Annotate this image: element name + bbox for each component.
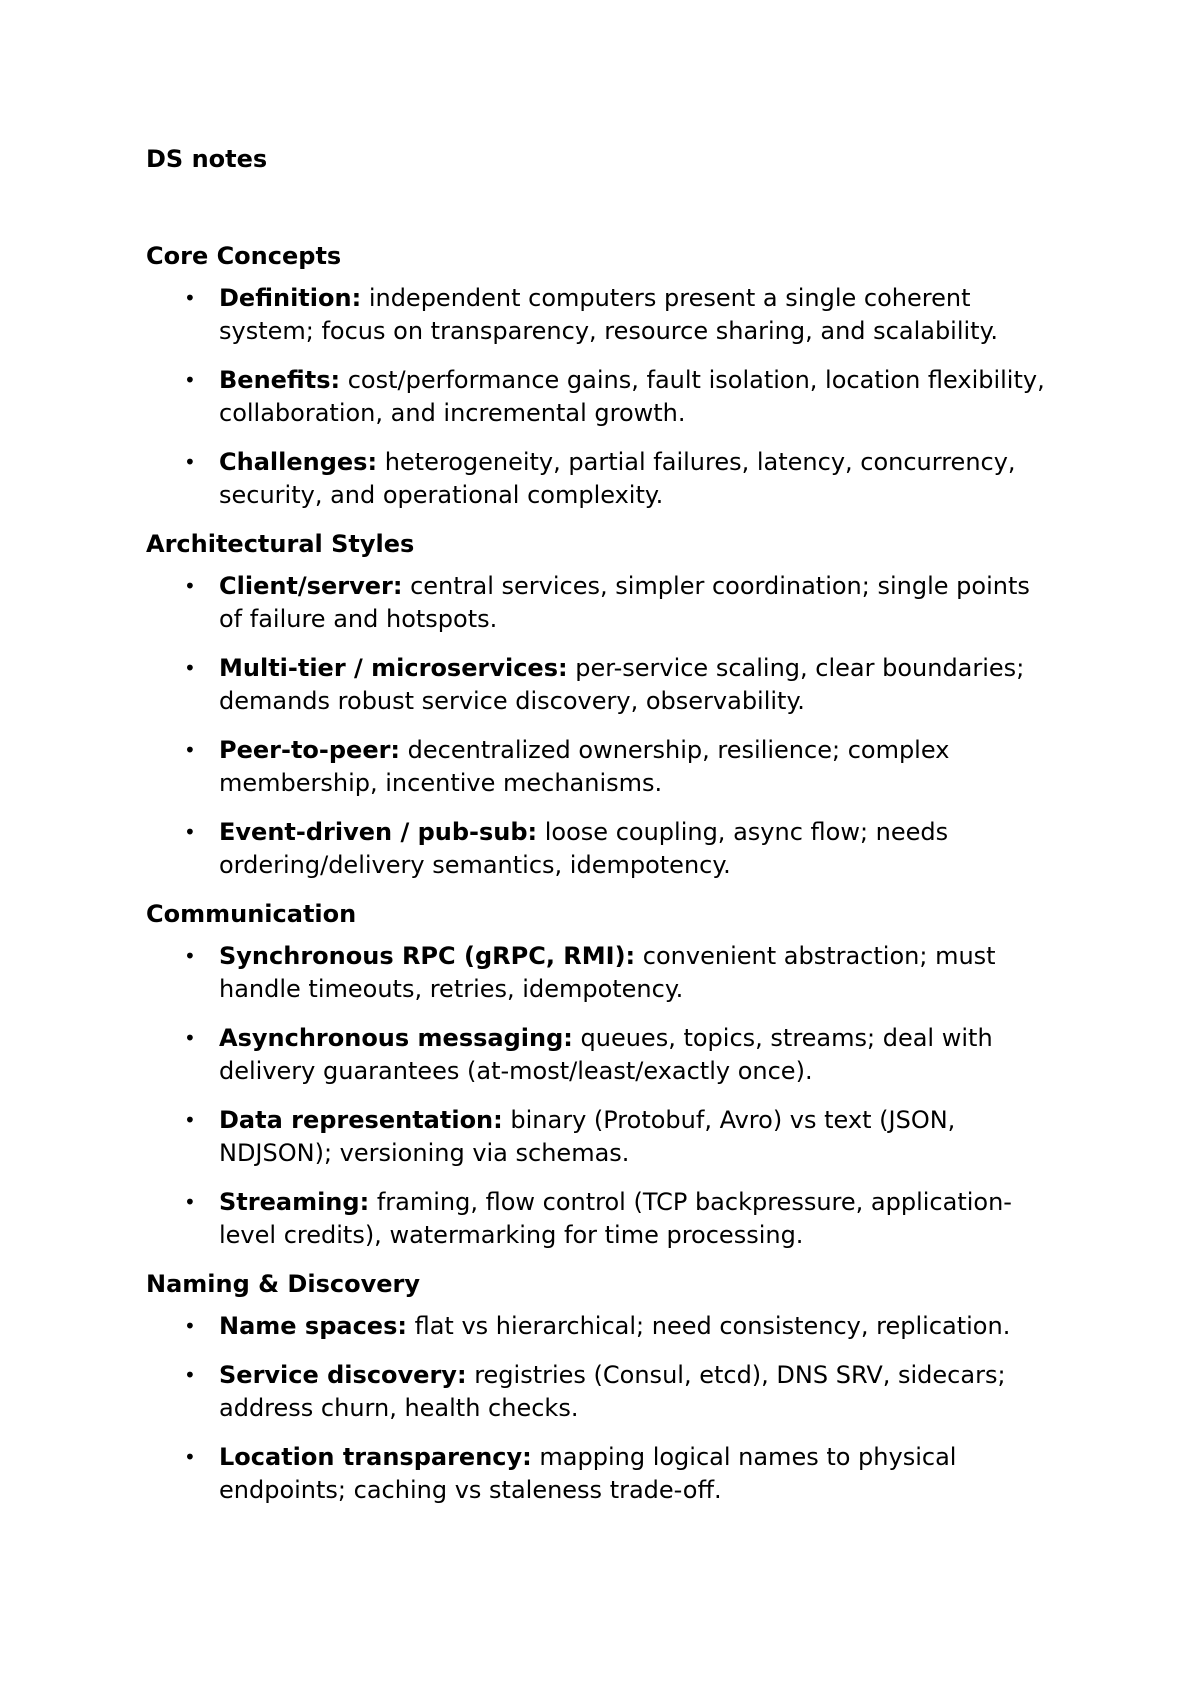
item-term: Asynchronous messaging: — [219, 1024, 573, 1052]
bullet-icon: • — [184, 574, 196, 598]
bullet-icon: • — [184, 1363, 196, 1387]
bullet-list — [146, 1310, 1086, 1507]
item-text: framing, flow control (TCP backpressure, application-level credits), watermarking for time processing. — [219, 1188, 1012, 1249]
bullet-icon: • — [184, 1445, 196, 1469]
item-text: decentralized ownership, resilience; complex membership, incentive mechanisms. — [219, 736, 950, 797]
item-text: binary (Protobuf, Avro) vs text (JSON, NDJSON); versioning via schemas. — [219, 1106, 956, 1167]
item-term: Event-driven / pub-sub: — [219, 818, 538, 846]
list-item — [146, 816, 1049, 882]
list-item — [146, 1186, 1049, 1252]
list-item — [146, 652, 1049, 718]
bullet-icon: • — [184, 738, 196, 762]
item-text: heterogeneity, partial failures, latency, concurrency, security, and operational complexity. — [219, 448, 1016, 509]
item-text: independent computers present a single coherent system; focus on transparency, resource sharing, and scalability. — [219, 284, 999, 345]
document-body — [146, 240, 1086, 1523]
item-term: Data representation: — [219, 1106, 503, 1134]
list-item — [146, 940, 1049, 1006]
list-item — [146, 1441, 1049, 1507]
item-term: Client/server: — [219, 572, 403, 600]
list-item — [146, 446, 1049, 512]
bullet-icon: • — [184, 656, 196, 680]
item-term: Peer-to-peer: — [219, 736, 401, 764]
list-item — [146, 364, 1049, 430]
item-term: Location transparency: — [219, 1443, 532, 1471]
item-text: cost/performance gains, fault isolation, location flexibility, collaboration, and incremental growth. — [219, 366, 1045, 427]
item-text: flat vs hierarchical; need consistency, replication. — [414, 1312, 1011, 1340]
item-term: Name spaces: — [219, 1312, 407, 1340]
bullet-icon: • — [184, 368, 196, 392]
item-text: queues, topics, streams; deal with delivery guarantees (at-most/least/exactly once). — [219, 1024, 993, 1085]
section-heading-naming-discovery: Naming & Discovery — [146, 1270, 420, 1298]
bullet-icon: • — [184, 1314, 196, 1338]
item-text: registries (Consul, etcd), DNS SRV, sidecars; address churn, health checks. — [219, 1361, 1006, 1422]
bullet-icon: • — [184, 944, 196, 968]
item-term: Multi-tier / microservices: — [219, 654, 568, 682]
list-item — [146, 1310, 1049, 1343]
list-item — [146, 1022, 1049, 1088]
list-item — [146, 282, 1049, 348]
bullet-list — [146, 940, 1086, 1252]
item-term: Challenges: — [219, 448, 378, 476]
item-term: Service discovery: — [219, 1361, 467, 1389]
section-heading-communication: Communication — [146, 900, 357, 928]
list-item — [146, 1359, 1049, 1425]
item-text: central services, simpler coordination; single points of failure and hotspots. — [219, 572, 1030, 633]
item-term: Synchronous RPC (gRPC, RMI): — [219, 942, 636, 970]
bullet-icon: • — [184, 1190, 196, 1214]
document-title: DS notes — [146, 145, 268, 173]
bullet-icon: • — [184, 1108, 196, 1132]
item-text: mapping logical names to physical endpoints; caching vs staleness trade-off. — [219, 1443, 957, 1504]
bullet-icon: • — [184, 286, 196, 310]
bullet-list — [146, 570, 1086, 882]
list-item — [146, 570, 1049, 636]
bullet-icon: • — [184, 820, 196, 844]
bullet-icon: • — [184, 450, 196, 474]
bullet-list — [146, 282, 1086, 512]
bullet-icon: • — [184, 1026, 196, 1050]
section-heading-core-concepts: Core Concepts — [146, 242, 342, 270]
item-term: Definition: — [219, 284, 362, 312]
item-term: Benefits: — [219, 366, 341, 394]
item-term: Streaming: — [219, 1188, 370, 1216]
list-item — [146, 734, 1049, 800]
list-item — [146, 1104, 1049, 1170]
item-text: convenient abstraction; must handle timeouts, retries, idempotency. — [219, 942, 996, 1003]
item-text: loose coupling, async flow; needs ordering/delivery semantics, idempotency. — [219, 818, 949, 879]
section-heading-architectural-styles: Architectural Styles — [146, 530, 415, 558]
item-text: per-service scaling, clear boundaries; demands robust service discovery, observability. — [219, 654, 1025, 715]
